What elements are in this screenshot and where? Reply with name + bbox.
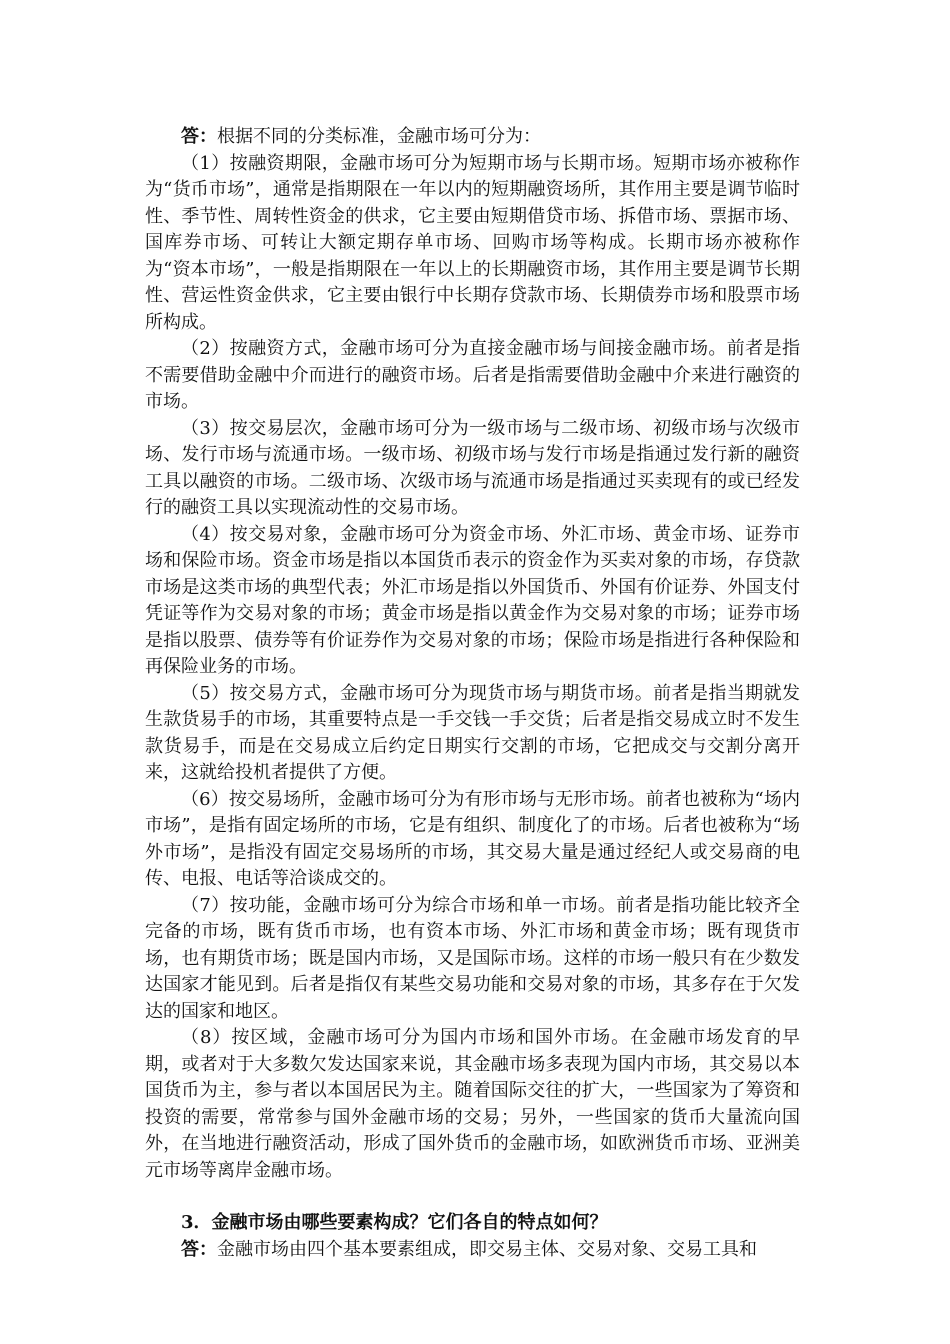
paragraph-4: （4）按交易对象，金融市场可分为资金市场、外汇市场、黄金市场、证券市场和保险市场。资金市场是指以本国货币表示的资金作为买卖对象的市场，存贷款市场是这类市场的典型代表；外汇市场是指以外国货币、外国有价证券、外国支付凭证等作为交易对象的市场；黄金市场是指以黄金作为交易对象的市场；证券市场是指以股票、债券等有价证券作为交易对象的市场；保险市场是指进行各种保险和再保险业务的市场。 (145, 523, 800, 677)
answer-3-label: 答： (181, 1238, 217, 1260)
question-3: 3．金融市场由哪些要素构成？它们各自的特点如何？ (181, 1212, 608, 1233)
section-gap (145, 1184, 800, 1210)
paragraph-3: （3）按交易层次，金融市场可分为一级市场与二级市场、初级市场与次级市场、发行市场与流通市场。一级市场、初级市场与发行市场是指通过发行新的融资工具以融资的市场。二级市场、次级市场与流通市场是指通过买卖现有的或已经发行的融资工具以实现流动性的交易市场。 (145, 417, 800, 518)
paragraph-1: （1）按融资期限，金融市场可分为短期市场与长期市场。短期市场亦被称作为“货币市场”，通常是指期限在一年以内的短期融资场所，其作用主要是调节临时性、季节性、周转性资金的供求，它主要由短期借贷市场、拆借市场、票据市场、国库券市场、可转让大额定期存单市场、回购市场等构成。长期市场亦被称作为“资本市场”，一般是指期限在一年以上的长期融资市场，其作用主要是调节长期性、营运性资金供求，它主要由银行中长期存贷款市场、长期债券市场和股票市场所构成。 (145, 152, 800, 333)
answer-intro (145, 124, 800, 151)
paragraph-2: （2）按融资方式，金融市场可分为直接金融市场与间接金融市场。前者是指不需要借助金融中介而进行的融资市场。后者是指需要借助金融中介来进行融资的市场。 (145, 338, 800, 412)
paragraph-7: （7）按功能，金融市场可分为综合市场和单一市场。前者是指功能比较齐全完备的市场，既有货币市场，也有资本市场、外汇市场和黄金市场；既有现货市场，也有期货市场；既是国内市场，又是国际市场。这样的市场一般只有在少数发达国家才能见到。后者是指仅有某些交易功能和交易对象的市场，其多存在于欠发达的国家和地区。 (145, 894, 800, 1022)
answer-intro-text: 根据不同的分类标准，金融市场可分为： (217, 126, 541, 147)
paragraph-8: （8）按区域，金融市场可分为国内市场和国外市场。在金融市场发育的早期，或者对于大多数欠发达国家来说，其金融市场多表现为国内市场，其交易以本国货币为主，参与者以本国居民为主。随着国际交往的扩大，一些国家为了筹资和投资的需要，常常参与国外金融市场的交易；另外，一些国家的货币大量流向国外，在当地进行融资活动，形成了国外货币的金融市场，如欧洲货币市场、亚洲美元市场等离岸金融市场。 (145, 1027, 800, 1181)
answer-3-text: 金融市场由四个基本要素组成，即交易主体、交易对象、交易工具和 (217, 1238, 757, 1260)
paragraph-5: （5）按交易方式，金融市场可分为现货市场与期货市场。前者是指当期就发生款货易手的市场，其重要特点是一手交钱一手交货；后者是指交易成立时不发生款货易手，而是在交易成立后约定日期实行交割的市场，它把成交与交割分离开来，这就给投机者提供了方便。 (145, 682, 800, 783)
paragraph-6: （6）按交易场所，金融市场可分为有形市场与无形市场。前者也被称为“场内市场”，是指有固定场所的市场，它是有组织、制度化了的市场。后者也被称为“场外市场”，是指没有固定交易场所的市场，其交易大量是通过经纪人或交易商的电传、电报、电话等洽谈成交的。 (145, 788, 800, 889)
document-body (145, 124, 800, 1263)
answer-label: 答： (181, 126, 217, 147)
answer-3 (145, 1237, 800, 1264)
